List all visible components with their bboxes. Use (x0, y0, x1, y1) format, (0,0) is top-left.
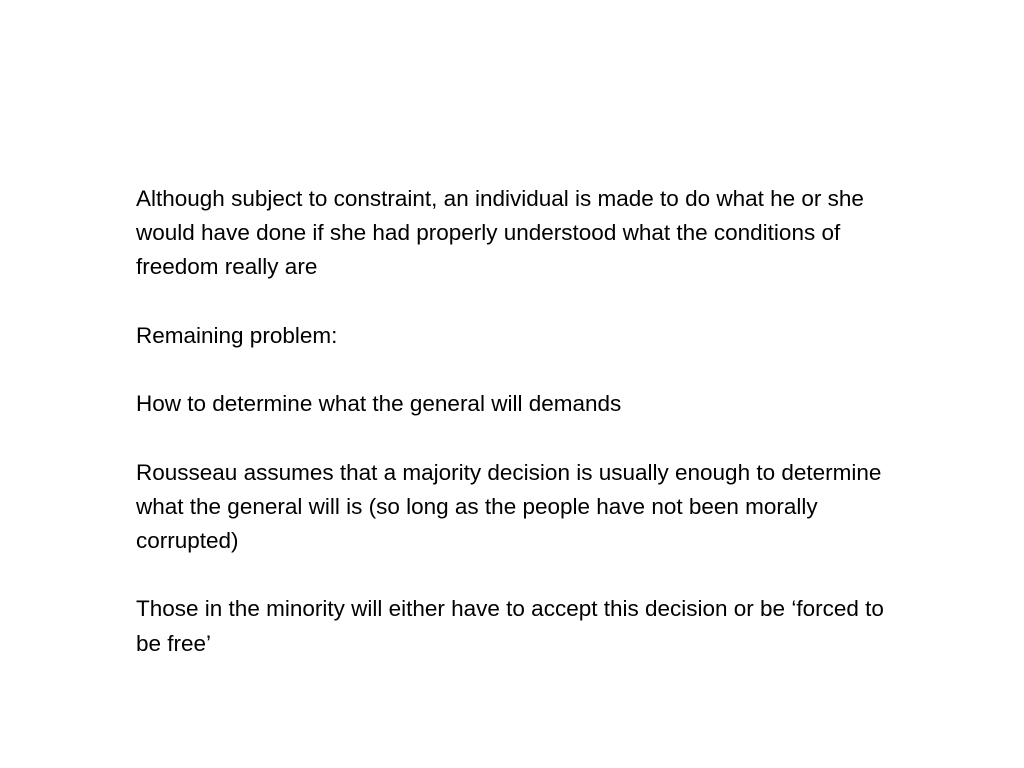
paragraph-constraint: Although subject to constraint, an individual is made to do what he or she would have done if she had properly understood what the conditions of freedom really are (136, 186, 864, 280)
slide-body (136, 182, 896, 661)
paragraph-remaining-problem: Remaining problem: (136, 322, 338, 348)
paragraph-forced-to-be-free: Those in the minority will either have to accept this decision or be ‘forced to be free’ (136, 596, 884, 656)
paragraph-general-will: How to determine what the general will demands (136, 391, 622, 417)
paragraph-majority-decision: Rousseau assumes that a majority decision is usually enough to determine what the general will is (so long as the people have not been morally corrupted) (136, 459, 882, 553)
